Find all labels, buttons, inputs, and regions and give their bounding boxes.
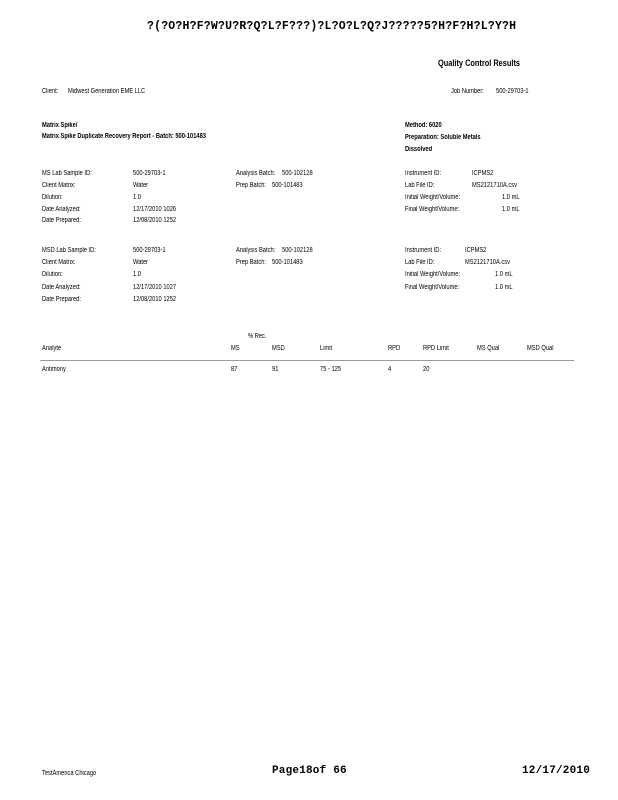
ms-initial-volume: 1.0 mL — [502, 194, 520, 201]
ms-date-analyzed: 12/17/2010 1026 — [133, 206, 177, 213]
ms-lab-file-label: Lab File ID: — [405, 182, 435, 189]
col-analyte: Analyte — [42, 345, 62, 352]
msd-date-prepared-label: Date Prepared: — [42, 296, 81, 303]
ms-final-volume: 1.0 mL — [502, 206, 520, 213]
ms-dilution: 1.0 — [133, 194, 141, 201]
msd-initial-volume-label: Initial Weight/Volume: — [405, 271, 461, 278]
prep-type: Dissolved — [405, 146, 433, 153]
job-number-value: 500-29703-1 — [496, 88, 529, 95]
method: Method: 6020 — [405, 122, 442, 129]
msd-date-analyzed-label: Date Analyzed: — [42, 284, 81, 291]
row-rpd-limit: 20 — [423, 366, 430, 373]
msd-date-analyzed: 12/17/2010 1027 — [133, 284, 177, 291]
ms-final-volume-label: Final Weight/Volume: — [405, 206, 460, 213]
row-msd: 91 — [272, 366, 279, 373]
ms-sample-id: 500-29703-1 — [133, 170, 166, 177]
msd-dilution: 1.0 — [133, 271, 141, 278]
col-ms: MS — [231, 345, 240, 352]
ms-lab-file: MS2121710A.csv — [472, 182, 517, 189]
row-ms: 87 — [231, 366, 238, 373]
col-rpd-limit: RPD Limit — [423, 345, 449, 352]
msd-instrument-label: Instrument ID: — [405, 247, 442, 254]
ms-analysis-batch-label: Analysis Batch: — [236, 170, 276, 177]
footer-lab-name: TestAmerica Chicago — [42, 770, 97, 777]
table-header-rule — [40, 360, 574, 361]
ms-prep-batch: 500-101483 — [272, 182, 303, 189]
document-header-code: ?(?O?H?F?W?U?R?Q?L?F???)?L?O?L?Q?J?????5?H?F?H?L?Y?H — [147, 20, 517, 33]
job-number-label: Job Number: — [451, 88, 484, 95]
ms-matrix: Water — [133, 182, 149, 189]
col-limit: Limit — [320, 345, 333, 352]
report-title: Quality Control Results — [438, 58, 521, 68]
msd-final-volume: 1.0 mL — [495, 284, 513, 291]
ms-sample-id-label: MS Lab Sample ID: — [42, 170, 92, 177]
msd-sample-id-label: MSD Lab Sample ID: — [42, 247, 96, 254]
msd-initial-volume: 1.0 mL — [495, 271, 513, 278]
ms-initial-volume-label: Initial Weight/Volume: — [405, 194, 461, 201]
percent-recovery-header: % Rec. — [248, 333, 267, 340]
col-msd-qual: MSD Qual — [527, 345, 554, 352]
row-limit: 75 - 125 — [320, 366, 342, 373]
report-type-line2: Matrix Spike Duplicate Recovery Report - Batch: 500-101483 — [42, 133, 206, 140]
row-rpd: 4 — [388, 366, 392, 373]
ms-instrument-label: Instrument ID: — [405, 170, 442, 177]
ms-instrument: ICPMS2 — [472, 170, 494, 177]
msd-instrument: ICPMS2 — [465, 247, 487, 254]
ms-date-prepared-label: Date Prepared: — [42, 217, 81, 224]
ms-analysis-batch: 500-102128 — [282, 170, 313, 177]
ms-matrix-label: Client Matrix: — [42, 182, 76, 189]
client-value: Midwest Generation EME LLC — [68, 88, 146, 95]
ms-date-prepared: 12/08/2010 1252 — [133, 217, 177, 224]
footer-date: 12/17/2010 — [522, 765, 591, 777]
msd-lab-file: MS2121710A.csv — [465, 259, 510, 266]
ms-dilution-label: Dilution: — [42, 194, 63, 201]
msd-matrix: Water — [133, 259, 149, 266]
msd-sample-id: 500-29703-1 — [133, 247, 166, 254]
row-analyte: Antimony — [42, 366, 66, 373]
preparation: Preparation: Soluble Metals — [405, 134, 481, 141]
ms-date-analyzed-label: Date Analyzed: — [42, 206, 81, 213]
msd-analysis-batch-label: Analysis Batch: — [236, 247, 276, 254]
report-type-line1: Matrix Spike/ — [42, 122, 78, 129]
msd-final-volume-label: Final Weight/Volume: — [405, 284, 460, 291]
msd-date-prepared: 12/08/2010 1252 — [133, 296, 177, 303]
msd-dilution-label: Dilution: — [42, 271, 63, 278]
msd-prep-batch: 500-101483 — [272, 259, 303, 266]
col-msd: MSD — [272, 345, 285, 352]
msd-matrix-label: Client Matrix: — [42, 259, 76, 266]
msd-lab-file-label: Lab File ID: — [405, 259, 435, 266]
client-label: Client: — [42, 88, 59, 95]
msd-analysis-batch: 500-102128 — [282, 247, 313, 254]
footer-page-number: Page18of 66 — [272, 765, 347, 777]
ms-prep-batch-label: Prep Batch: — [236, 182, 266, 189]
msd-prep-batch-label: Prep Batch: — [236, 259, 266, 266]
col-ms-qual: MS Qual — [477, 345, 500, 352]
col-rpd: RPD — [388, 345, 401, 352]
